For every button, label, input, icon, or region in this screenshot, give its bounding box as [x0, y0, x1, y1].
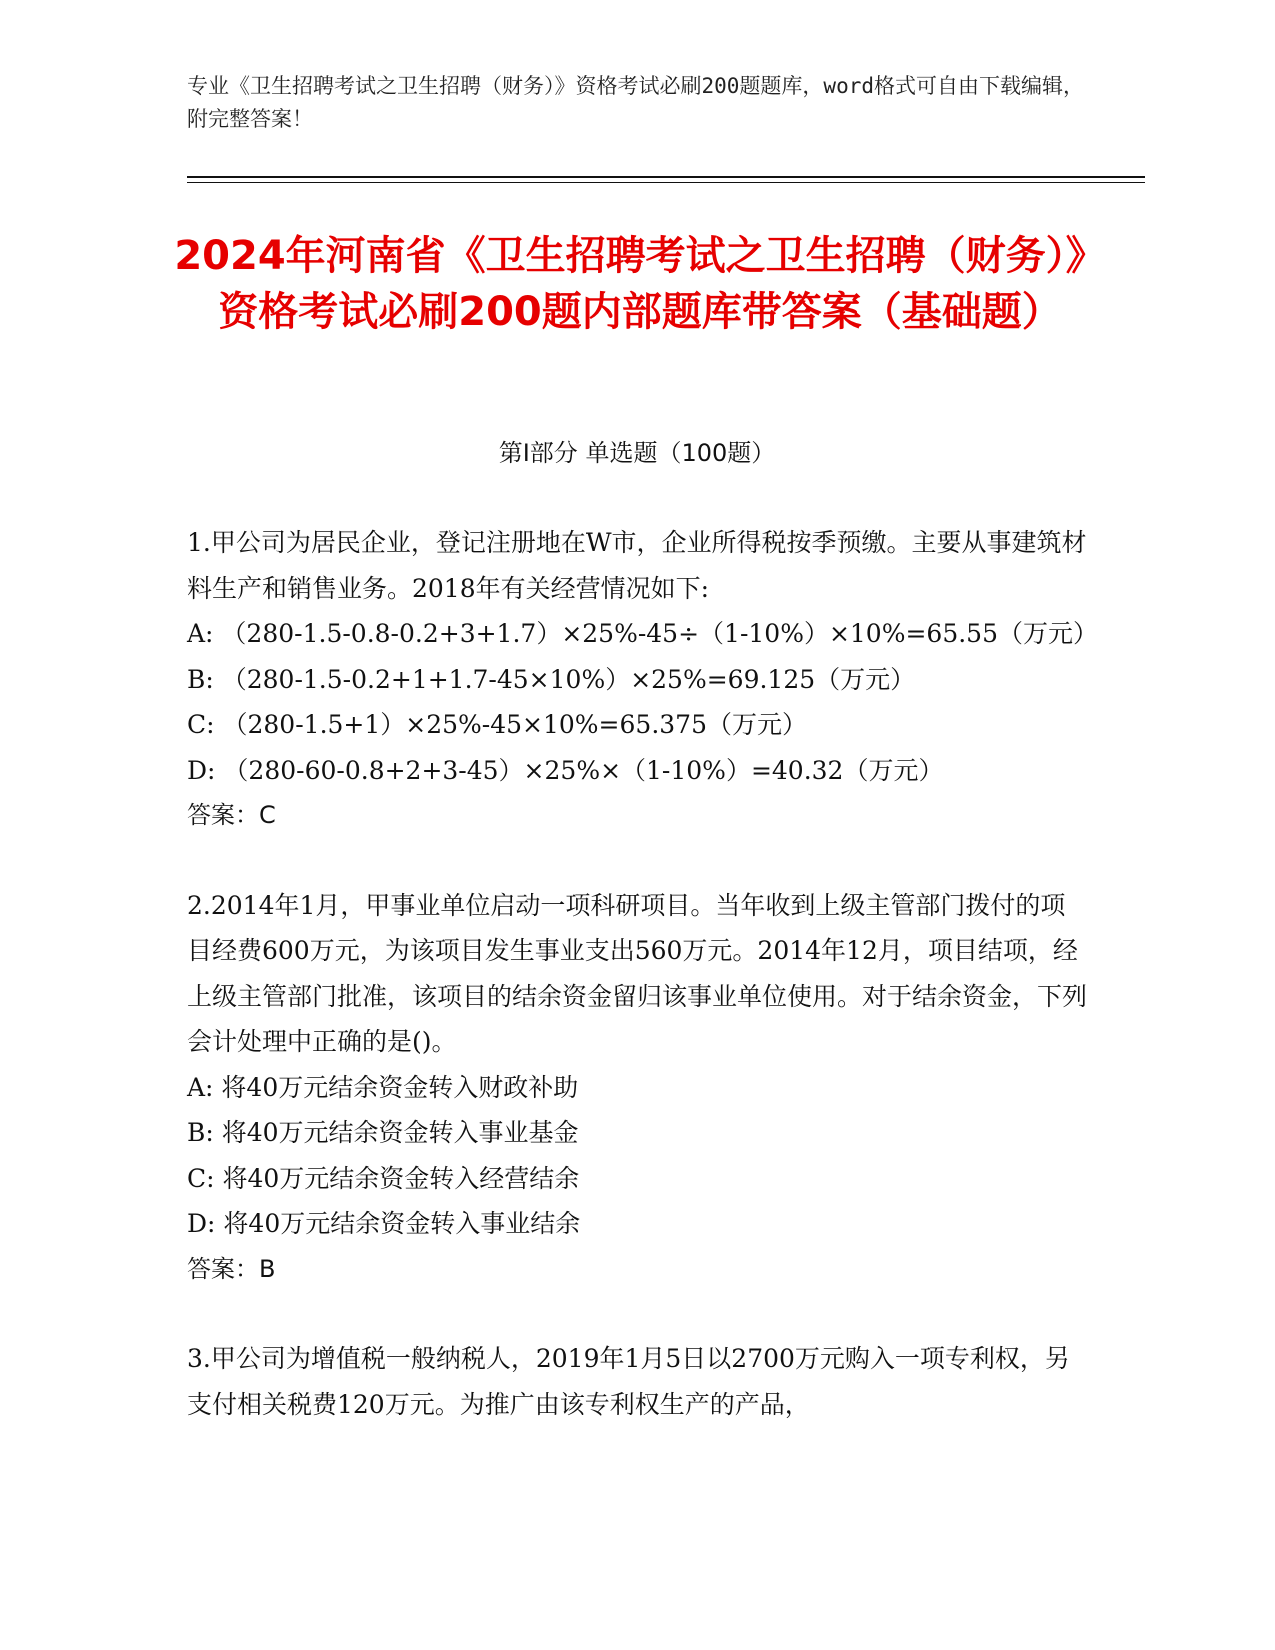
answer: 答案：B [187, 1254, 276, 1283]
header-rule-thick [187, 176, 1145, 178]
option-d: D: （280-60-0.8+2+3-45）×25%×（1-10%）=40.32（万元） [187, 755, 944, 785]
option-a: A: 将40万元结余资金转入财政补助 [187, 1072, 579, 1102]
question-list [187, 520, 1098, 1471]
question-stem: 1.甲公司为居民企业，登记注册地在W市，企业所得税按季预缴。主要从事建筑材料生产和销售业务。2018年有关经营情况如下: [187, 528, 1087, 603]
option-b: B: （280-1.5-0.2+1+1.7-45×10%）×25%=69.125（万元） [187, 664, 916, 694]
question-1 [187, 520, 1098, 839]
question-stem: 2.2014年1月，甲事业单位启动一项科研项目。当年收到上级主管部门拨付的项目经费600万元，为该项目发生事业支出560万元。2014年12月，项目结项，经上级主管部门批准，该项目的结余资金留归该事业单位使用。对于结余资金，下列会计处理中正确的是()。 [187, 890, 1088, 1056]
header-rule-thin [187, 182, 1145, 183]
option-c: C: 将40万元结余资金转入经营结余 [187, 1163, 580, 1193]
question-2 [187, 883, 1087, 1293]
option-a: A: （280-1.5-0.8-0.2+3+1.7）×25%-45÷（1-10%）×10%=65.55（万元） [187, 619, 1098, 648]
option-d: D: 将40万元结余资金转入事业结余 [187, 1209, 581, 1238]
option-b: B: 将40万元结余资金转入事业基金 [187, 1118, 579, 1147]
question-3 [187, 1336, 1087, 1427]
header-note: 专业《卫生招聘考试之卫生招聘（财务）》资格考试必刷200题题库，word格式可自由下载编辑，附完整答案！ [187, 74, 1084, 131]
document-title: 2024年河南省《卫生招聘考试之卫生招聘（财务）》资格考试必刷200题内部题库带答案（基础题） [174, 233, 1106, 335]
answer: 答案：C [187, 801, 276, 829]
option-c: C: （280-1.5+1）×25%-45×10%=65.375（万元） [187, 710, 807, 739]
question-stem: 3.甲公司为增值税一般纳税人，2019年1月5日以2700万元购入一项专利权，另支付相关税费120万元。为推广由该专利权生产的产品， [187, 1344, 1070, 1419]
section-heading: 第Ⅰ部分 单选题（100题） [498, 439, 776, 467]
